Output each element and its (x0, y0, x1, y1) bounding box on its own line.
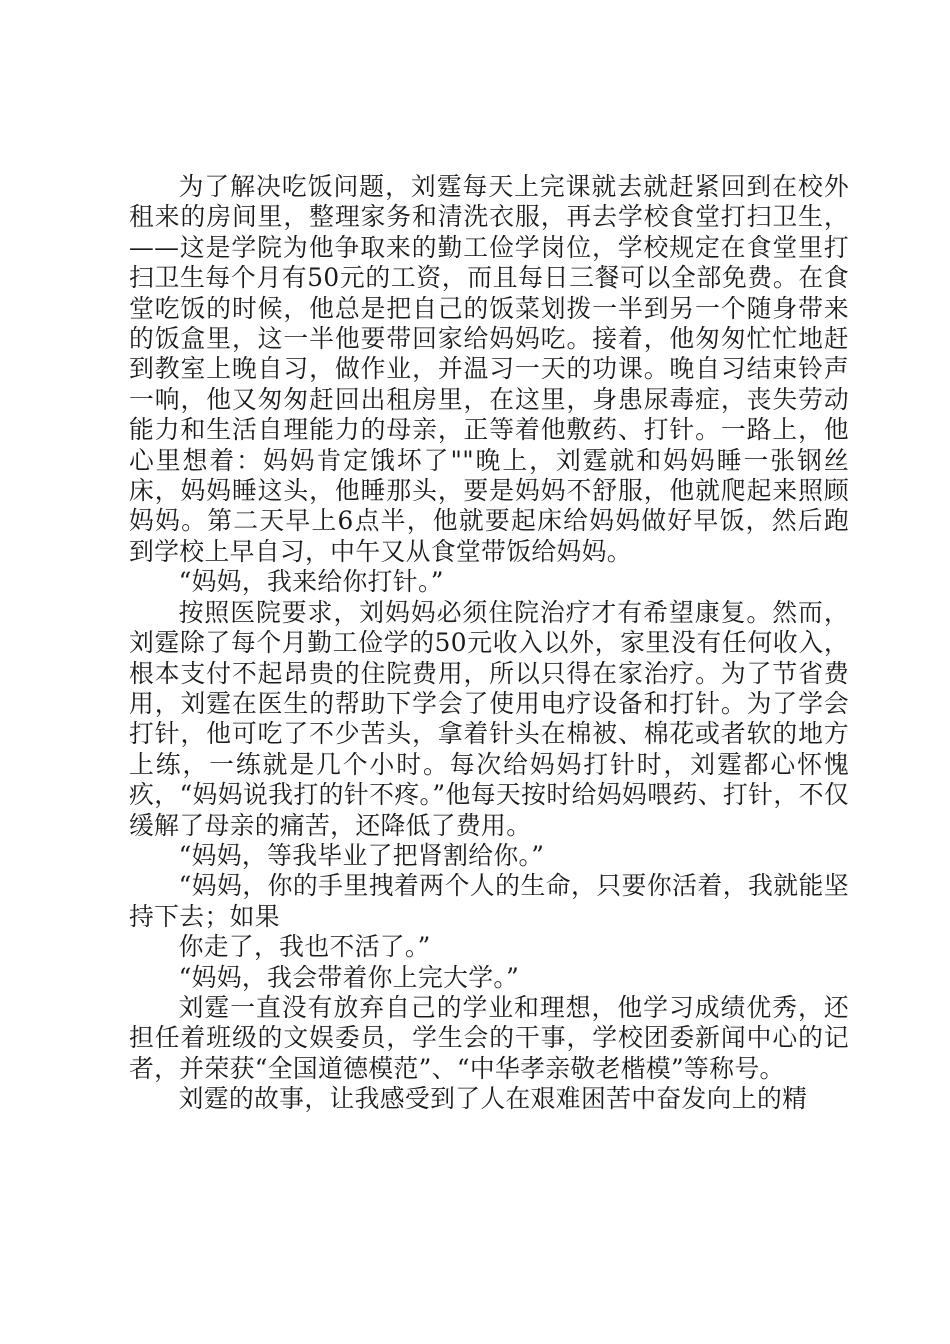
quote-university: “妈妈，我会带着你上完大学。” (178, 962, 520, 992)
quote-two-lives-continued: 你走了，我也不活了。” (178, 932, 431, 962)
paragraph-achievements: 刘霆一直没有放弃自己的学业和理想，他学习成绩优秀，还担任着班级的文娱委员，学生会的干事，学校团委新闻中心的记者，并荣获“全国道德模范”、“中华孝亲敬老楷模”等称号。 (129, 992, 849, 1083)
paragraph-reflection: 刘霆的故事，让我感受到了人在艰难困苦中奋发向上的精 (178, 1084, 808, 1114)
article-body (129, 172, 849, 1115)
quote-injection: “妈妈，我来给你打针。” (178, 567, 444, 597)
quote-kidney: “妈妈，等我毕业了把肾割给你。” (178, 840, 545, 870)
paragraph-daily-routine: 为了解决吃饭问题，刘霆每天上完课就去就赶紧回到在校外租来的房间里，整理家务和清洗衣服，再去学校食堂打扫卫生，——这是学院为他争取来的勤工俭学岗位，学校规定在食堂里打扫卫生每个月有50元的工资，而且每日三餐可以全部免费。在食堂吃饭的时候，他总是把自己的饭菜划拨一半到另一个随身带来的饭盒里，这一半他要带回家给妈妈吃。接着，他匆匆忙忙地赶到教室上晚自习，做作业，并温习一天的功课。晚自习结束铃声一响，他又匆匆赶回出租房里，在这里，身患尿毒症，丧失劳动能力和生活自理能力的母亲，正等着他敷药、打针。一路上，他心里想着：妈妈肯定饿坏了""晚上，刘霆就和妈妈睡一张钢丝床，妈妈睡这头，他睡那头，要是妈妈不舒服，他就爬起来照顾妈妈。第二天早上6点半，他就要起床给妈妈做好早饭，然后跑到学校上早自习，中午又从食堂带饭给妈妈。 (129, 172, 849, 566)
quote-two-lives: “妈妈，你的手里拽着两个人的生命，只要你活着，我就能坚持下去；如果 (129, 871, 849, 931)
paragraph-home-treatment: 按照医院要求，刘妈妈必须住院治疗才有希望康复。然而，刘霆除了每个月勤工俭学的50元收入以外，家里没有任何收入，根本支付不起昂贵的住院费用，所以只得在家治疗。为了节省费用，刘霆在医生的帮助下学会了使用电疗设备和打针。为了学会打针，他可吃了不少苦头，拿着针头在棉被、棉花或者软的地方上练，一练就是几个小时。每次给妈妈打针时，刘霆都心怀愧疚，“妈妈说我打的针不疼。”他每天按时给妈妈喂药、打针，不仅缓解了母亲的痛苦，还降低了费用。 (129, 597, 849, 840)
